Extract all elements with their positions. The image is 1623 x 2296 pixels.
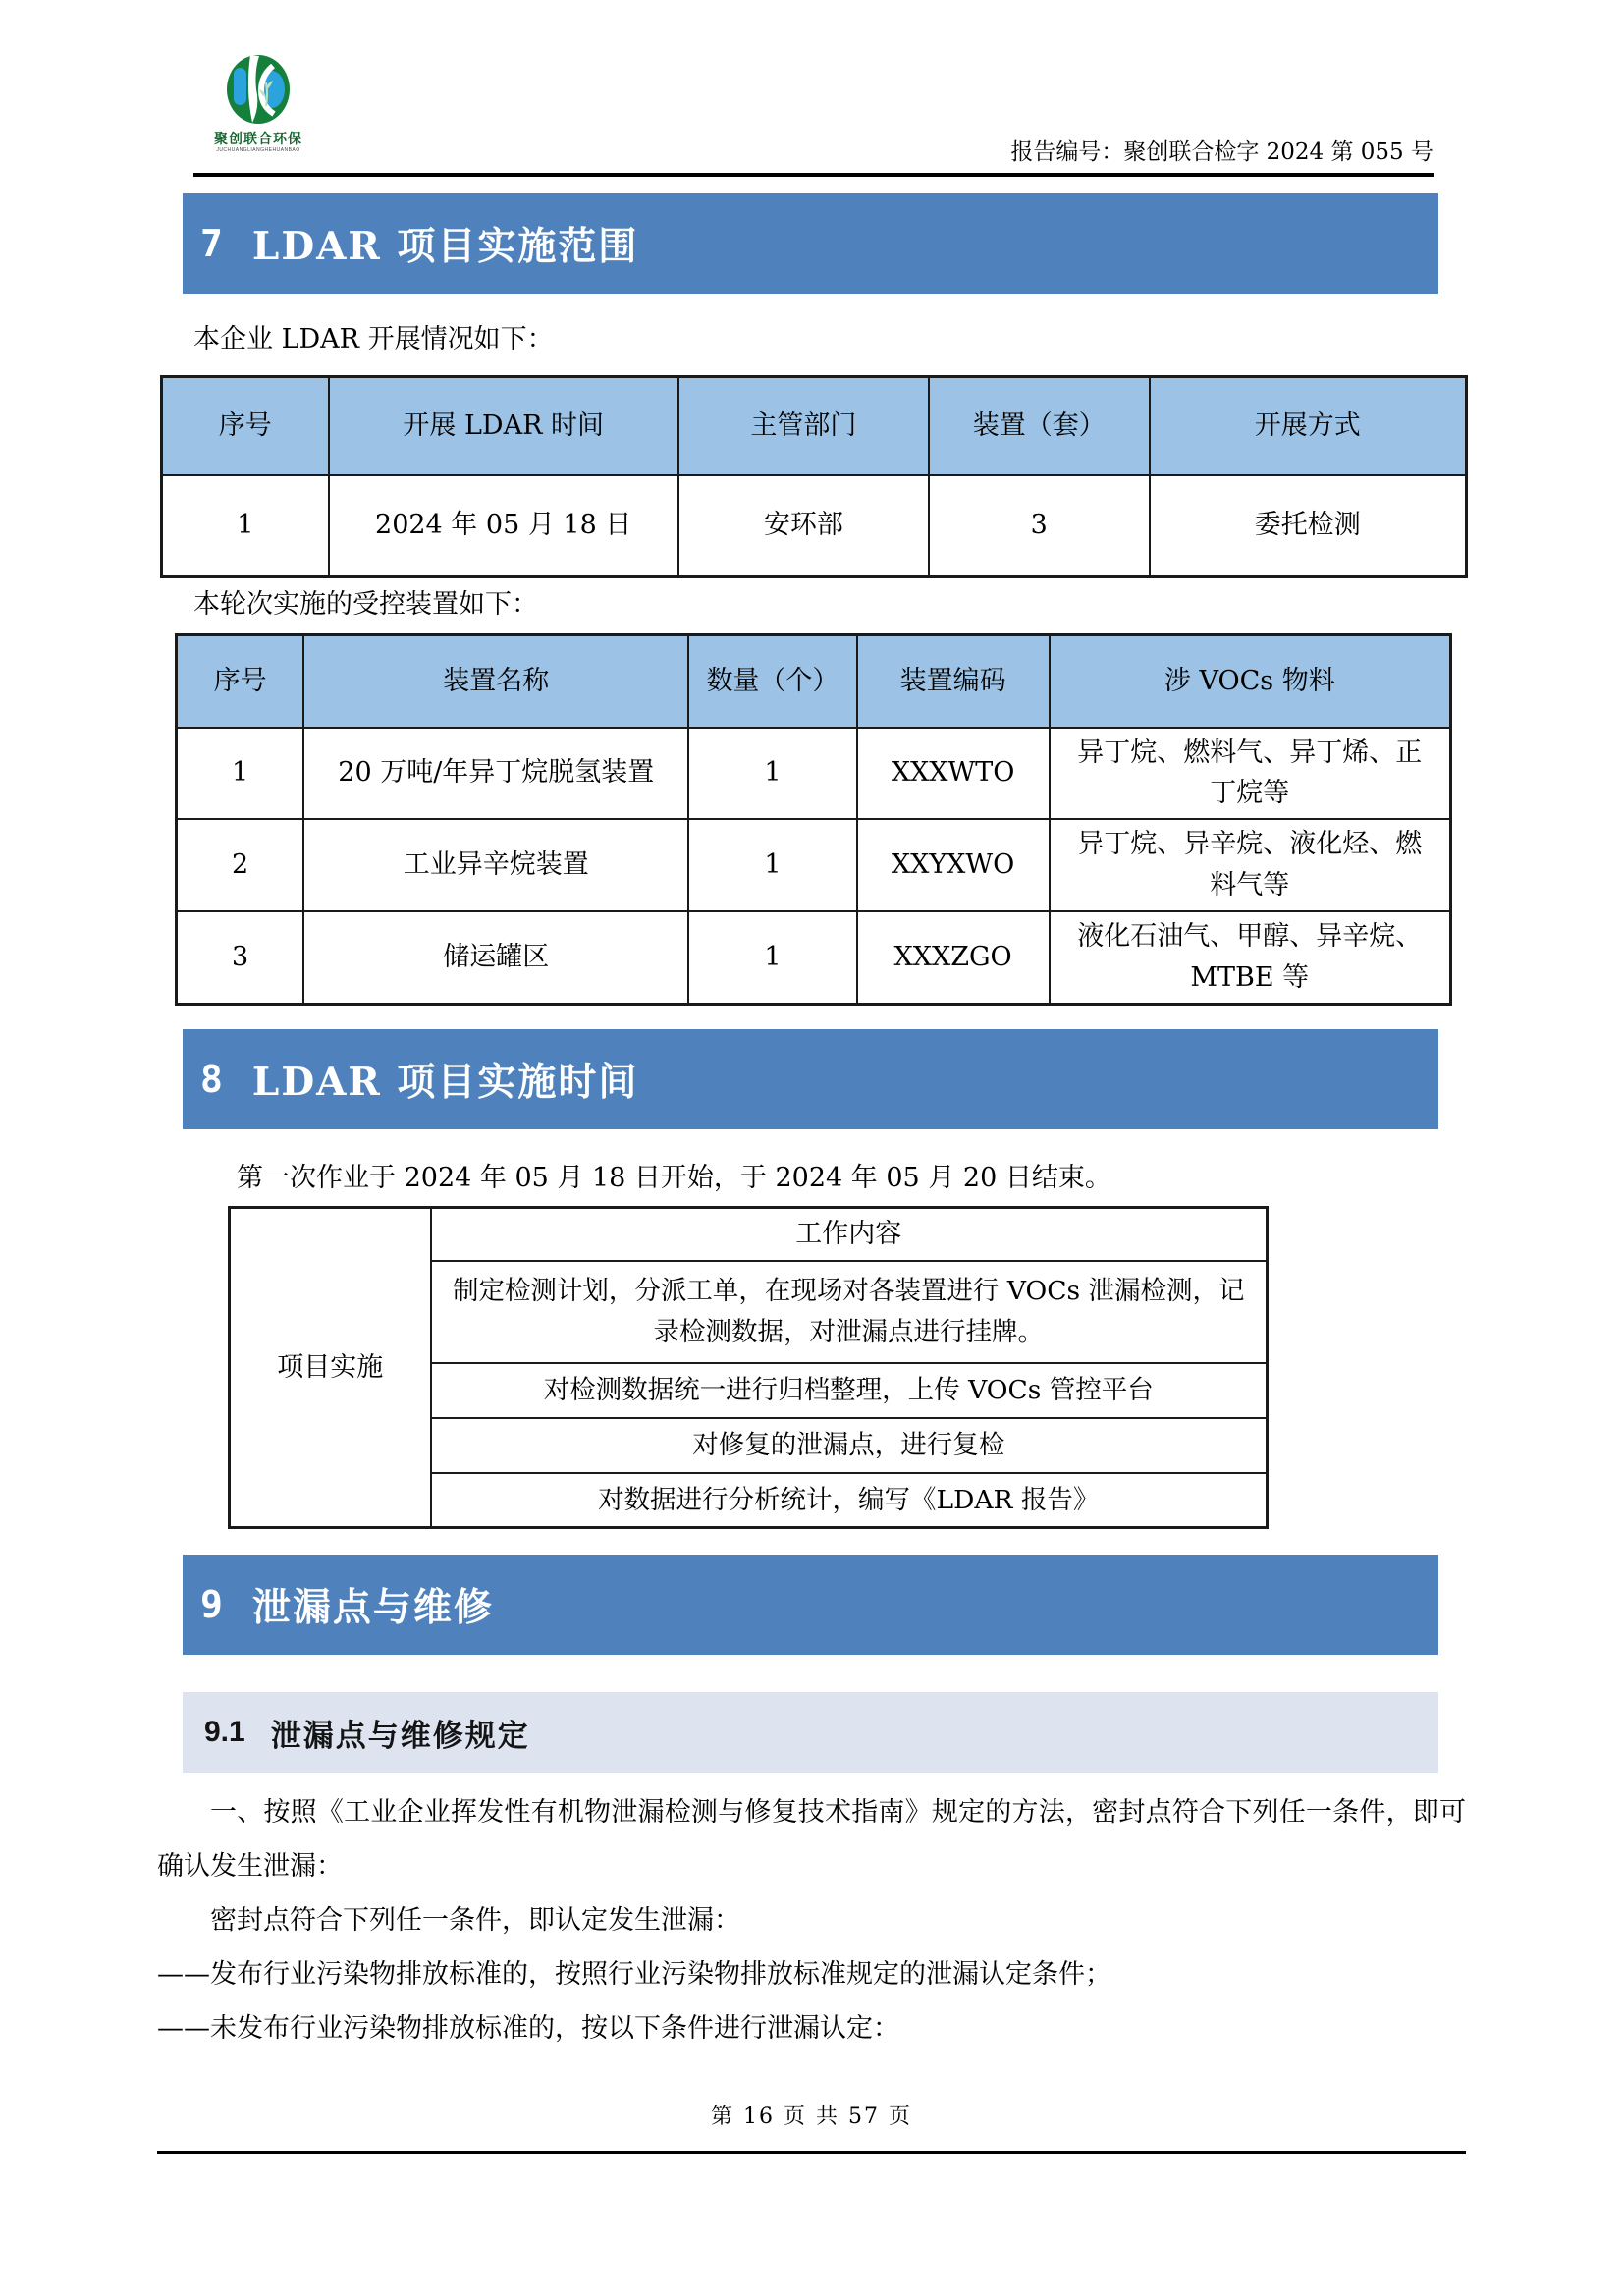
table-cell: 1 (688, 911, 856, 1004)
company-logo-icon (226, 53, 291, 126)
section-9-number: 9 (200, 1583, 223, 1626)
section-9-title: 泄漏点与维修 (251, 1585, 494, 1630)
column-header: 数量（个） (688, 635, 856, 728)
column-header: 开展 LDAR 时间 (329, 377, 678, 475)
column-header: 装置名称 (303, 635, 688, 728)
section-9-1-body (157, 1785, 1466, 2055)
header-rule (193, 173, 1434, 177)
page-number: 第 16 页 共 57 页 (711, 2105, 912, 2129)
section-8-title: LDAR 项目实施时间 (251, 1060, 639, 1105)
table-cell: 对检测数据统一进行归档整理，上传 VOCs 管控平台 (431, 1363, 1268, 1418)
table-cell: 2 (177, 819, 304, 911)
logo-name-en: JUCHUANGLIANGHEHUANBAO (216, 147, 300, 153)
column-header: 涉 VOCs 物料 (1050, 635, 1451, 728)
footer-rule (157, 2151, 1466, 2154)
table-cell: 液化石油气、甲醇、异辛烷、MTBE 等 (1050, 911, 1451, 1004)
column-header: 序号 (177, 635, 304, 728)
column-header: 开展方式 (1150, 377, 1467, 475)
column-header: 装置编码 (857, 635, 1050, 728)
body-paragraph: 密封点符合下列任一条件，即认定发生泄漏： (210, 1905, 740, 1936)
table-cell: XXXZGO (857, 911, 1050, 1004)
table-cell: 异丁烷、燃料气、异丁烯、正丁烷等 (1050, 728, 1451, 820)
table-cell: 1 (688, 819, 856, 911)
ldar-overview-table (160, 375, 1468, 578)
table-cell: 1 (162, 475, 329, 577)
section-7-number: 7 (200, 222, 223, 265)
table-cell: XXYXWO (857, 819, 1050, 911)
section-9-banner (183, 1555, 1438, 1655)
section-9-1-title: 泄漏点与维修规定 (270, 1718, 530, 1753)
table-row (177, 911, 1451, 1004)
table-cell: 制定检测计划，分派工单，在现场对各装置进行 VOCs 泄漏检测，记录检测数据，对泄漏点进行挂牌。 (431, 1261, 1268, 1363)
table-row (162, 475, 1467, 577)
row-label-cell: 项目实施 (230, 1208, 431, 1528)
column-header: 序号 (162, 377, 329, 475)
table-cell: 对数据进行分析统计，编写《LDAR 报告》 (431, 1473, 1268, 1528)
section-8-number: 8 (200, 1058, 223, 1101)
table-cell: 1 (177, 728, 304, 820)
table1-intro: 本企业 LDAR 开展情况如下： (193, 324, 554, 355)
report-number: 报告编号：聚创联合检字 2024 第 055 号 (1010, 139, 1434, 165)
column-header: 主管部门 (678, 377, 929, 475)
table-cell: 委托检测 (1150, 475, 1467, 577)
controlled-devices-table (175, 633, 1452, 1006)
table2-intro: 本轮次实施的受控装置如下： (193, 589, 538, 620)
column-header: 装置（套） (929, 377, 1150, 475)
table-cell: XXXWTO (857, 728, 1050, 820)
section-7-title: LDAR 项目实施范围 (251, 224, 639, 269)
company-logo (204, 53, 312, 154)
section-9-1-banner (183, 1692, 1438, 1773)
table-row (177, 728, 1451, 820)
section-8-paragraph: 第一次作业于 2024 年 05 月 18 日开始，于 2024 年 05 月 20 日结束。 (237, 1163, 1111, 1193)
table-cell: 安环部 (678, 475, 929, 577)
body-paragraph: ——发布行业污染物排放标准的，按照行业污染物排放标准规定的泄漏认定条件； (157, 1959, 1111, 1990)
logo-name-cn: 聚创联合环保 (214, 131, 302, 146)
table-header-row (230, 1208, 1268, 1261)
table-header-row (162, 377, 1467, 475)
table-cell: 3 (177, 911, 304, 1004)
table-cell: 工业异辛烷装置 (303, 819, 688, 911)
table-cell: 2024 年 05 月 18 日 (329, 475, 678, 577)
section-8-banner (183, 1029, 1438, 1129)
table-cell: 1 (688, 728, 856, 820)
table-row (177, 819, 1451, 911)
project-implementation-table (228, 1206, 1269, 1529)
table-cell: 对修复的泄漏点，进行复检 (431, 1418, 1268, 1473)
body-paragraph: 一、按照《工业企业挥发性有机物泄漏检测与修复技术指南》规定的方法，密封点符合下列任一条件，即可确认发生泄漏： (157, 1797, 1466, 1882)
body-paragraph: ——未发布行业污染物排放标准的，按以下条件进行泄漏认定： (157, 2013, 899, 2044)
table-cell: 3 (929, 475, 1150, 577)
column-header: 工作内容 (431, 1208, 1268, 1261)
table-cell: 储运罐区 (303, 911, 688, 1004)
section-7-banner (183, 193, 1438, 294)
table-cell: 20 万吨/年异丁烷脱氢装置 (303, 728, 688, 820)
section-9-1-number: 9.1 (204, 1716, 245, 1748)
table-header-row (177, 635, 1451, 728)
table-cell: 异丁烷、异辛烷、液化烃、燃料气等 (1050, 819, 1451, 911)
